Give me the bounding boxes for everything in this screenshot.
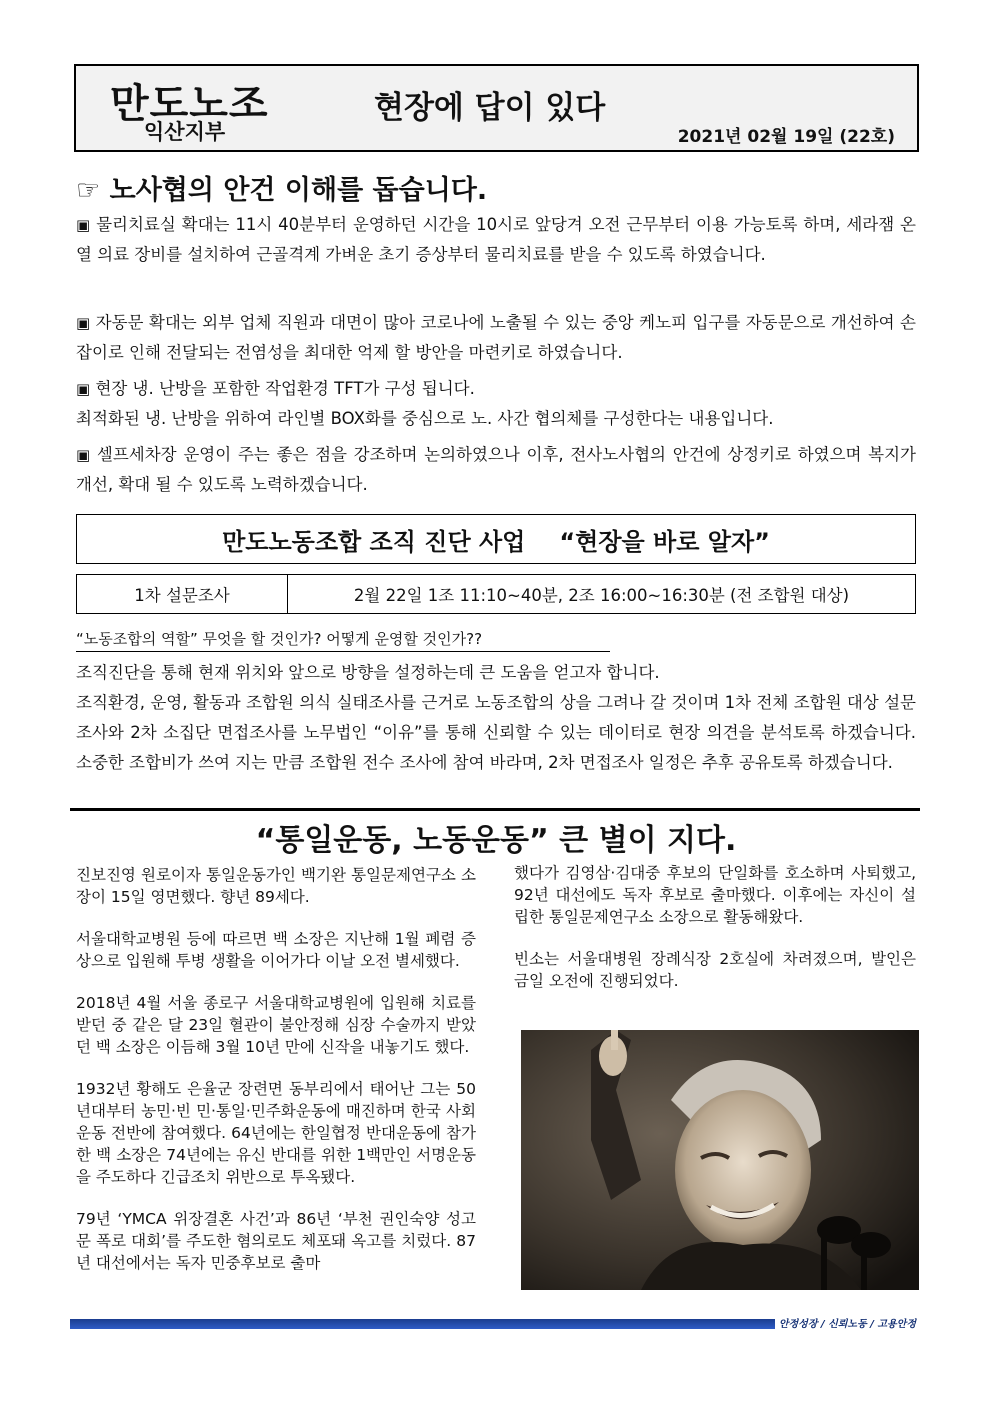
article-paragraph: 1932년 황해도 은율군 장련면 동부리에서 태어난 그는 50년대부터 농민·빈 민·통일·민주화운동에 매진하며 한국 사회운동 전반에 참여했다. 64년에는 한일협정 반대운동에 참가한 백 소장은 74년에는 유신 반대를 위한 1백만인 서명운동을 주도하다 긴급조치 위반으로 투옥됐다. [76,1080,476,1186]
portrait-photo [521,1030,919,1290]
agenda-item-hvac-detail: 최적화된 냉. 난방을 위하여 라인별 BOX화를 중심으로 노. 사간 협의체를 구성한다는 내용입니다. [76,409,774,428]
article-paragraph: 79년 ‘YMCA 위장결혼 사건’과 86년 ‘부천 권인숙양 성고문 폭로 대회’를 주도한 혐의로도 체포돼 옥고를 치렀다. 87년 대선에서는 독자 민중후보로 출마 [76,1210,476,1272]
article-paragraph: 빈소는 서울대병원 장례식장 2호실에 차려졌으며, 발인은 금일 오전에 진행되었다. [514,950,916,990]
survey-table [76,574,916,614]
diagnosis-title-box [76,514,916,564]
diagnosis-para-2: 조직환경, 운영, 활동과 조합원 의식 실태조사를 근거로 노동조합의 상을 그려나 갈 것이며 1차 전체 조합원 대상 설문조사와 2차 소집단 면접조사를 노무법인 “이유”를 통해 신뢰할 수 있는 데이터로 현장 의견을 분석토록 하겠습니다. 소중한 조합비가 쓰여 지는 만큼 조합원 전수 조사에 참여 바라며, 2차 면접조사 일정은 추후 공유토록 하겠습니다. [76,693,916,772]
square-bullet-icon: ▣ [76,380,91,398]
section1-heading-text: 노사협의 안건 이해를 돕습니다. [109,175,488,206]
agenda-text: 자동문 확대는 외부 업체 직원과 대면이 많아 코로나에 노출될 수 있는 중앙 케노피 입구를 자동문으로 개선하여 손잡이로 인해 전달되는 전염성을 최대한 억제 할 방안을 마련키로 하였습니다. [76,313,916,362]
article-paragraph: 서울대학교병원 등에 따르면 백 소장은 지난해 1월 폐렴 증상으로 입원해 투병 생활을 이어가다 이날 오전 별세했다. [76,930,476,970]
diagnosis-title: 만도노동조합 조직 진단 사업 [222,527,526,556]
footer-slogan: 안정성장 / 신뢰노동 / 고용안정 [775,1315,920,1330]
issue-date: 2021년 02월 19일 (22호) [677,127,895,147]
square-bullet-icon: ▣ [76,446,91,464]
article-right-column [514,862,916,1012]
pointing-hand-icon: ☞ [76,175,101,206]
masthead [74,64,919,152]
agenda-text: 현장 냉. 난방을 포함한 작업환경 TFT가 구성 됩니다. [95,379,475,398]
portrait-image [521,1030,919,1290]
survey-question: “노동조합의 역할” 무엇을 할 것인가? 어떻게 운영할 것인가?? [76,628,610,652]
article-left-column [76,864,476,1294]
section1-heading [76,168,487,207]
article-paragraph: 진보진영 원로이자 통일운동가인 백기완 통일문제연구소 소장이 15일 영면했다. 향년 89세다. [76,866,476,906]
union-title: 만도노조 [110,81,269,127]
survey-label: 1차 설문조사 [77,575,288,613]
slogan: 현장에 답이 있다 [374,90,606,126]
agenda-item-carwash [76,440,916,500]
diagnosis-title-quote: “현장을 바로 알자” [559,527,770,556]
agenda-item-hvac [76,374,916,404]
obituary-headline: “통일운동, 노동운동” 큰 별이 지다. [255,823,737,858]
branch-name: 익산지부 [144,120,226,144]
agenda-item-autodoor [76,308,916,368]
survey-schedule: 2월 22일 1조 11:10~40분, 2조 16:00~16:30분 (전 조합원 대상) [353,586,850,605]
agenda-item-physio [76,210,916,270]
square-bullet-icon: ▣ [76,216,91,234]
article-paragraph: 2018년 4월 서울 종로구 서울대학교병원에 입원해 치료를 받던 중 같은 달 23일 혈관이 불안정해 심장 수술까지 받았던 백 소장은 이듬해 3월 10년 만에 신작을 내놓기도 했다. [76,994,476,1056]
agenda-text: 셀프세차장 운영이 주는 좋은 점을 강조하며 논의하였으나 이후, 전사노사협의 안건에 상정키로 하였으며 복지가 개선, 확대 될 수 있도록 노력하겠습니다. [76,445,916,494]
square-bullet-icon: ▣ [76,314,91,332]
diagnosis-para-1: 조직진단을 통해 현재 위치와 앞으로 방향을 설정하는데 큰 도움을 얻고자 합니다. [76,663,660,682]
article-paragraph: 했다가 김영삼·김대중 후보의 단일화를 호소하며 사퇴했고, 92년 대선에도 독자 후보로 출마했다. 이후에는 자신이 설립한 통일문제연구소 소장으로 활동해왔다. [514,864,916,926]
section-divider [70,808,920,811]
agenda-text: 물리치료실 확대는 11시 40분부터 운영하던 시간을 10시로 앞당겨 오전 근무부터 이용 가능토록 하며, 세라잼 온열 의료 장비를 설치하여 근골격계 가벼운 초기 증상부터 물리치료를 받을 수 있도록 하였습니다. [76,215,916,264]
